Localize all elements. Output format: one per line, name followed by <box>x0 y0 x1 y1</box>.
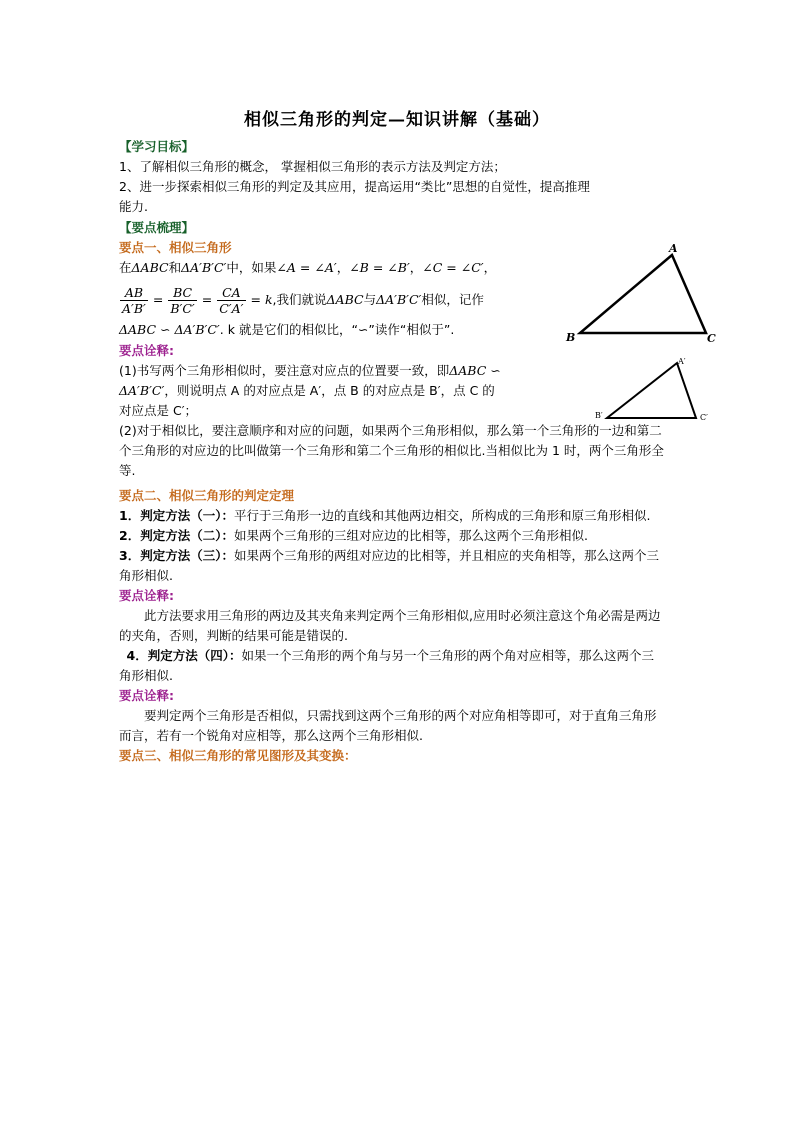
ratio-bc: $\frac{BC}{B'C'}$ <box>170 285 195 316</box>
vertex-label-a: A <box>669 242 678 255</box>
triangle-abc <box>580 255 706 333</box>
method-4: 4．判定方法（四）：如果一个三角形的两个角与另一个三角形的两个角对应相等，那么这两个三角形相似. <box>119 648 654 683</box>
note-1-para-2: (2)对于相似比，要注意顺序和对应的问题，如果两个三角形相似，那么第一个三角形的一边和第二个三角形的对应边的比叫做第一个三角形和第二个三角形的相似比.当相似比为 1 时，两个三角形全等. <box>119 423 664 478</box>
vertex-label-b: B <box>566 331 576 344</box>
triangle-a2b2c2 <box>607 363 696 418</box>
summary-header: 【要点梳理】 <box>119 220 195 235</box>
point-2-title: 要点二、相似三角形的判定定理 <box>119 488 295 503</box>
point-2-note2-header: 要点诠释: <box>119 688 174 703</box>
method-3: 3．判定方法（三）：如果两个三角形的两组对应边的比相等，并且相应的夹角相等，那么这两个三角形相似. <box>119 548 659 583</box>
triangle-a2b2c2-figure <box>590 352 720 427</box>
vertex-label-c-prime: C′ <box>700 413 708 422</box>
goal-item-2a: 2、进一步探索相似三角形的判定及其应用，提高运用“类比”思想的自觉性，提高推理 <box>119 179 590 194</box>
note-1-header: 要点诠释: <box>119 343 174 358</box>
ratio-ab: $\frac{AB}{A'B'}$ <box>122 285 146 316</box>
note-1-para-1: (1)书写两个三角形相似时，要注意对应点的位置要一致，即ΔABC ∽ ΔA′B′C′，则说明点 A 的对应点是 A′，点 B 的对应点是 B′，点 C 的 对应点是 C′； <box>119 363 501 418</box>
goals-header: 【学习目标】 <box>119 139 195 154</box>
method-1: 1．判定方法（一）：平行于三角形一边的直线和其他两边相交，所构成的三角形和原三角形相似. <box>119 508 651 523</box>
goal-item-1: 1、了解相似三角形的概念， 掌握相似三角形的表示方法及判定方法； <box>119 159 506 174</box>
triangle-abc-figure <box>562 238 722 350</box>
point-2-note-header: 要点诠释: <box>119 588 174 603</box>
point-2-note2-text: 要判定两个三角形是否相似，只需找到这两个三角形的两个对应角相等即可，对于直角三角形而言，若有一个锐角对应相等，那么这两个三角形相似. <box>119 708 657 743</box>
goal-item-2b: 能力. <box>119 199 148 214</box>
point-2-section <box>119 486 664 766</box>
learning-goals <box>119 137 664 217</box>
ratio-ca: $\frac{CA}{C'A'}$ <box>219 285 244 316</box>
point-1-section <box>119 218 551 340</box>
note-1-section <box>119 341 664 481</box>
method-2: 2．判定方法（二）：如果两个三角形的三组对应边的比相等，那么这两个三角形相似. <box>119 528 588 543</box>
point-3-title: 要点三、相似三角形的常见图形及其变换： <box>119 748 357 763</box>
point-1-ratio-line: $\frac{AB}{A'B'}$ = $\frac{BC}{B'C'}$ = $\frac{CA}{C'A'}$ = k,我们就说ΔABC与ΔA′B′C′相似，记作 <box>122 285 484 316</box>
vertex-label-a-prime: A′ <box>678 357 686 366</box>
point-1-line-1: 在ΔABC和ΔA′B′C′中，如果∠A = ∠A′，∠B = ∠B′，∠C = ∠C′， <box>119 260 497 275</box>
vertex-label-c: C <box>707 332 716 345</box>
page-title: 相似三角形的判定—知识讲解（基础） <box>244 110 550 130</box>
vertex-label-b-prime: B′ <box>595 411 603 420</box>
point-1-line-3: ΔABC ∽ ΔA′B′C′. k 就是它们的相似比，“∽”读作“相似于”. <box>119 322 455 337</box>
point-2-note-text: 此方法要求用三角形的两边及其夹角来判定两个三角形相似,应用时必须注意这个角必需是两边的夹角，否则，判断的结果可能是错误的. <box>119 608 661 643</box>
point-1-title: 要点一、相似三角形 <box>119 240 232 255</box>
